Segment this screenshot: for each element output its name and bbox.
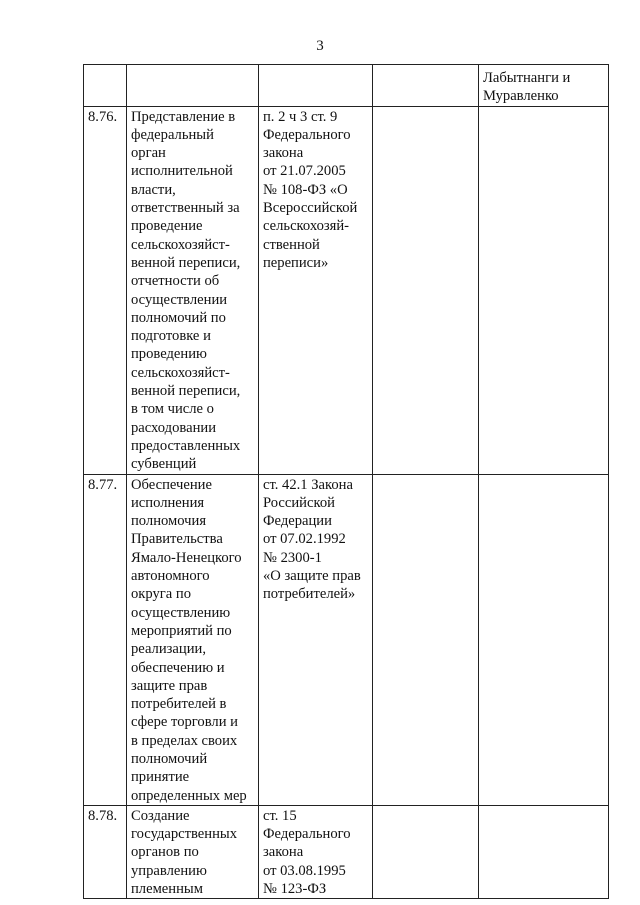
legal-basis-cell: [259, 106, 373, 474]
table-row: [84, 805, 609, 898]
powers-description-cell: [127, 805, 259, 898]
row-number: 8.76.: [88, 108, 118, 125]
legal-basis: ст. 42.1 Закона Российской Федерации от 07.02.1992 № 2300-1 «О защите прав потребителей»: [263, 476, 361, 603]
table-header-row: [84, 65, 609, 107]
municipalities-text: Лабытнанги и Муравленко: [483, 70, 571, 105]
page-number: 3: [316, 38, 324, 54]
header-cell-col4: [373, 65, 479, 107]
empty-cell: [373, 106, 479, 474]
powers-description-cell: [127, 474, 259, 805]
legal-basis-cell: [259, 805, 373, 898]
empty-cell: [373, 805, 479, 898]
header-cell-municipalities: [479, 65, 609, 107]
legal-basis: ст. 15 Федерального закона от 03.08.1995 № 123-ФЗ: [263, 807, 351, 898]
municipalities-cell: [479, 474, 609, 805]
powers-description: Представление в федеральный орган исполнительной власти, ответственный за проведение сельскохозяйст- венной переписи, отчетности об осуществлении полномочий по подготовке и проведению сельскохозяйст- венной переписи, в том числе о расходовании предоставленных субвенций: [131, 108, 241, 473]
powers-description: Обеспечение исполнения полномочия Правительства Ямало-Ненецкого автономного округа по осуществлению мероприятий по реализации, обеспечению и защите прав потребителей в сфере торговли и в пределах своих полномочий принятие определенных мер: [131, 476, 247, 804]
header-cell-name: [127, 65, 259, 107]
row-number-cell: [84, 474, 127, 805]
empty-cell: [373, 474, 479, 805]
legal-basis-cell: [259, 474, 373, 805]
document-table: [83, 64, 609, 899]
municipalities-cell: [479, 106, 609, 474]
row-number: 8.77.: [88, 476, 118, 493]
header-cell-number: [84, 65, 127, 107]
table-row: [84, 474, 609, 805]
powers-description: Создание государственных органов по управлению племенным: [131, 807, 238, 898]
powers-description-cell: [127, 106, 259, 474]
header-cell-basis: [259, 65, 373, 107]
table-row: [84, 106, 609, 474]
row-number-cell: [84, 106, 127, 474]
legal-basis: п. 2 ч 3 ст. 9 Федерального закона от 21.07.2005 № 108-ФЗ «О Всероссийской сельскохозяй- ственной переписи»: [263, 108, 358, 271]
row-number-cell: [84, 805, 127, 898]
municipalities-cell: [479, 805, 609, 898]
row-number: 8.78.: [88, 807, 118, 824]
